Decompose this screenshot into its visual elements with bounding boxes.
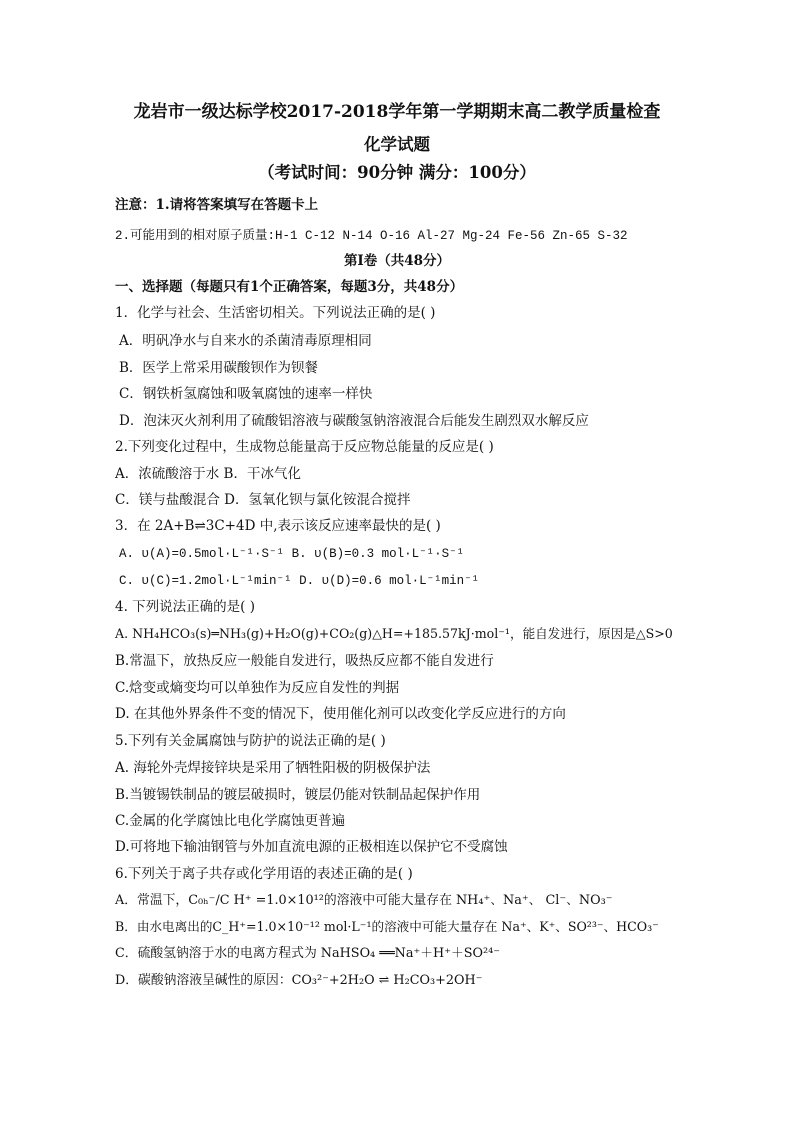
note-line-1: 注意：1.请将答案填写在答题卡上	[115, 197, 319, 213]
question-5-stem: 5.下列有关金属腐蚀与防护的说法正确的是( )	[115, 733, 386, 749]
section1-title: 一、选择题（每题只有1个正确答案，每题3分，共48分）	[115, 279, 464, 295]
question-5-option-b: B.当镀锡铁制品的镀层破损时，镀层仍能对铁制品起保护作用	[115, 787, 481, 803]
question-4-option-d: D. 在其他外界条件不变的情况下，使用催化剂可以改变化学反应进行的方向	[115, 706, 566, 722]
question-3-options-cd: C. υ(C)=1.2mol·L⁻¹min⁻¹ D. υ(D)=0.6 mol·L⁻¹min⁻¹	[119, 574, 480, 588]
question-5-option-a: A. 海轮外壳焊接锌块是采用了牺牲阳极的阴极保护法	[115, 760, 431, 776]
question-1-option-d: D．泡沫灭火剂利用了硫酸铝溶液与碳酸氢钠溶液混合后能发生剧烈双水解反应	[119, 413, 589, 429]
question-4-option-b: B.常温下，放热反应一般能自发进行，吸热反应都不能自发进行	[115, 653, 494, 669]
question-1-option-a: A．明矾净水与自来水的杀菌清毒原理相同	[119, 333, 372, 349]
question-5-option-d: D.可将地下输油钢管与外加直流电源的正极相连以保护它不受腐蚀	[115, 839, 508, 855]
question-6-option-d: D．碳酸钠溶液呈碱性的原因：CO₃²⁻+2H₂O ⇌ H₂CO₃+2OH⁻	[115, 973, 483, 988]
note-line-2: 2.可能用到的相对原子质量:H-1 C-12 N-14 O-16 Al-27 Mg-24 Fe-56 Zn-65 S-32	[115, 229, 628, 243]
question-2-stem: 2.下列变化过程中，生成物总能量高于反应物总能量的反应是( )	[115, 439, 494, 455]
question-2-options-ab: A．浓硫酸溶于水 B．干冰气化	[115, 466, 301, 482]
exam-title: 龙岩市一级达标学校2017-2018学年第一学期期末高二教学质量检查	[133, 102, 661, 122]
question-3-options-ab: A. υ(A)=0.5mol·L⁻¹·S⁻¹ B. υ(B)=0.3 mol·L⁻¹·S⁻¹	[119, 547, 465, 561]
question-6-option-b: B．由水电离出的C_H⁺=1.0×10⁻¹² mol·L⁻¹的溶液中可能大量存在 Na⁺、K⁺、SO²³⁻、HCO₃⁻	[115, 919, 659, 934]
question-1-option-c: C．钢铁析氢腐蚀和吸氧腐蚀的速率一样快	[119, 386, 373, 402]
question-2-options-cd: C．镁与盐酸混合 D．氢氧化钡与氯化铵混合搅拌	[115, 492, 411, 508]
question-4-stem: 4. 下列说法正确的是( )	[115, 599, 255, 615]
part1-title: 第Ⅰ卷（共48分）	[343, 253, 451, 269]
question-4-option-c: C.焓变或熵变均可以单独作为反应自发性的判据	[115, 680, 400, 696]
question-3-stem: 3．在 2A+B⇌3C+4D 中,表示该反应速率最快的是( )	[115, 518, 441, 534]
question-4-option-a: A. NH₄HCO₃(s)═NH₃(g)+H₂O(g)+CO₂(g)△H=+185.57kJ·mol⁻¹，能自发进行，原因是△S>0	[115, 626, 673, 641]
question-1-stem: 1．化学与社会、生活密切相关。下列说法正确的是( )	[115, 305, 436, 321]
subject-title: 化学试题	[364, 135, 430, 154]
question-1-option-b: B．医学上常采用碳酸钡作为钡餐	[119, 360, 318, 376]
question-6-option-a: A．常温下，C₀ₕ⁻/C H⁺ =1.0×10¹²的溶液中可能大量存在 NH₄⁺、Na⁺、 Cl⁻、NO₃⁻	[115, 893, 613, 908]
question-5-option-c: C.金属的化学腐蚀比电化学腐蚀更普遍	[115, 813, 346, 829]
question-6-option-c: C．硫酸氢钠溶于水的电离方程式为 NaHSO₄ ══Na⁺＋H⁺＋SO²⁴⁻	[115, 946, 501, 961]
exam-time-info: （考试时间：90分钟 满分：100分）	[258, 163, 536, 182]
question-6-stem: 6.下列关于离子共存或化学用语的表述正确的是( )	[115, 866, 413, 882]
